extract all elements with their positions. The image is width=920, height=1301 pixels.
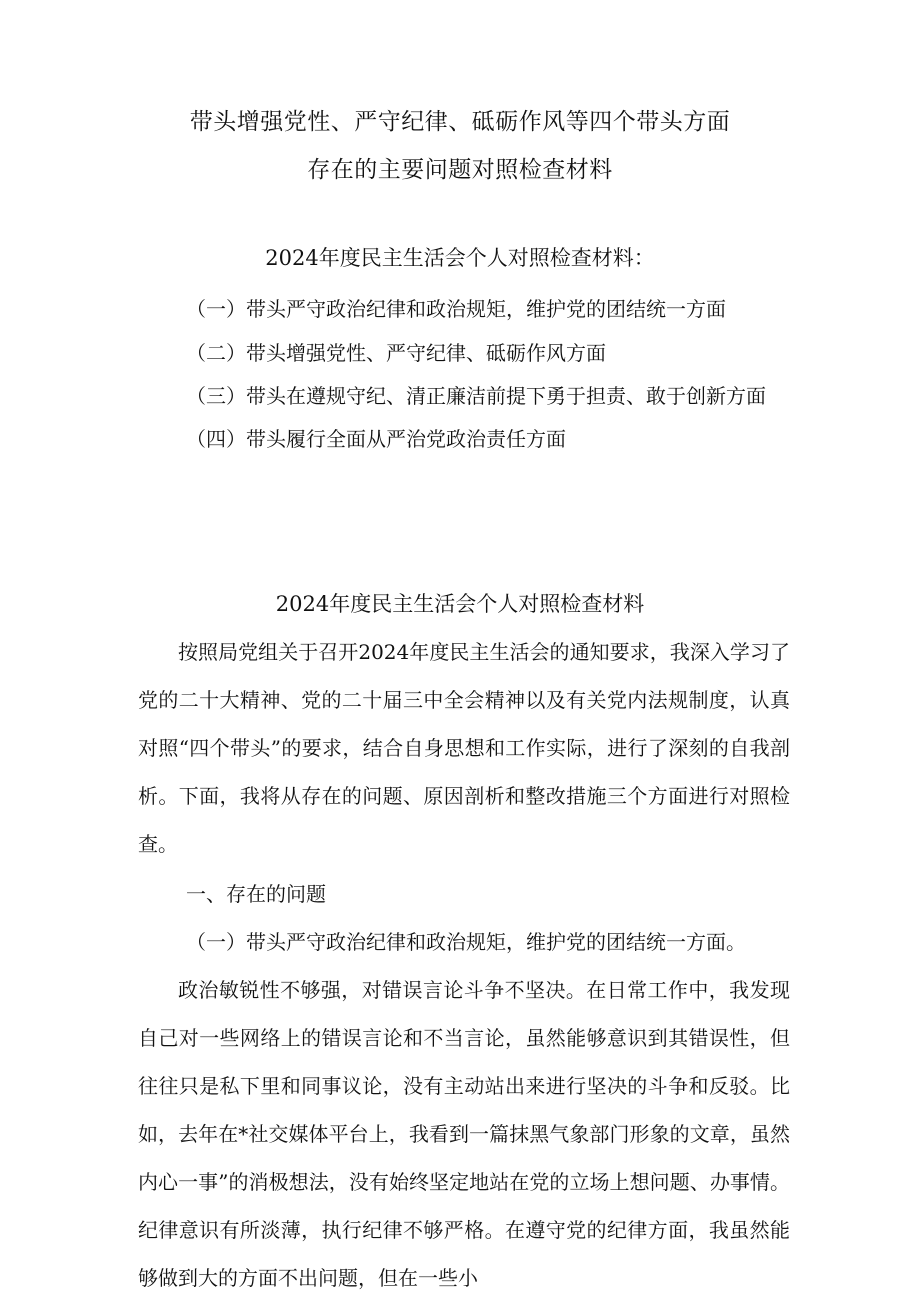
section-title: 2024年度民主生活会个人对照检查材料 — [275, 592, 645, 616]
body-paragraph: 政治敏锐性不够强，对错误言论斗争不坚决。在日常工作中，我发现自己对一些网络上的错误言论和不当言论，虽然能够意识到其错误性，但往往只是私下里和同事议论，没有主动站出来进行坚决的斗争和反驳。比如，去年在*社交媒体平台上，我看到一篇抹黑气象部门形象的文章，虽然内心一事”的消极想法，没有始终坚定地站在党的立场上想问题、办事情。纪律意识有所淡薄，执行纪律不够严格。在遵守党的纪律方面，我虽然能够做到大的方面不出问题，但在一些小 — [138, 978, 790, 1290]
toc-heading: 2024年度民主生活会个人对照检查材料： — [265, 246, 655, 270]
document-title-line-1: 带头增强党性、严守纪律、砥砺作风等四个带头方面 — [189, 109, 731, 135]
toc-item-4: （四）带头履行全面从严治党政治责任方面 — [186, 427, 566, 451]
part-heading: 一、存在的问题 — [186, 882, 326, 906]
intro-paragraph: 按照局党组关于召开2024年度民主生活会的通知要求，我深入学习了党的二十大精神、党的二十届三中全会精神以及有关党内法规制度，认真对照“四个带头”的要求，结合自身思想和工作实际，进行了深刻的自我剖析。下面，我将从存在的问题、原因剖析和整改措施三个方面进行对照检查。 — [138, 640, 790, 856]
sub-heading: （一）带头严守政治纪律和政治规矩，维护党的团结统一方面。 — [186, 930, 746, 954]
document-title-line-2: 存在的主要问题对照检查材料 — [307, 157, 613, 183]
toc-item-3: （三）带头在遵规守纪、清正廉洁前提下勇于担责、敢于创新方面 — [186, 384, 766, 408]
toc-item-1: （一）带头严守政治纪律和政治规矩，维护党的团结统一方面 — [186, 297, 726, 321]
toc-item-2: （二）带头增强党性、严守纪律、砥砺作风方面 — [186, 341, 606, 365]
